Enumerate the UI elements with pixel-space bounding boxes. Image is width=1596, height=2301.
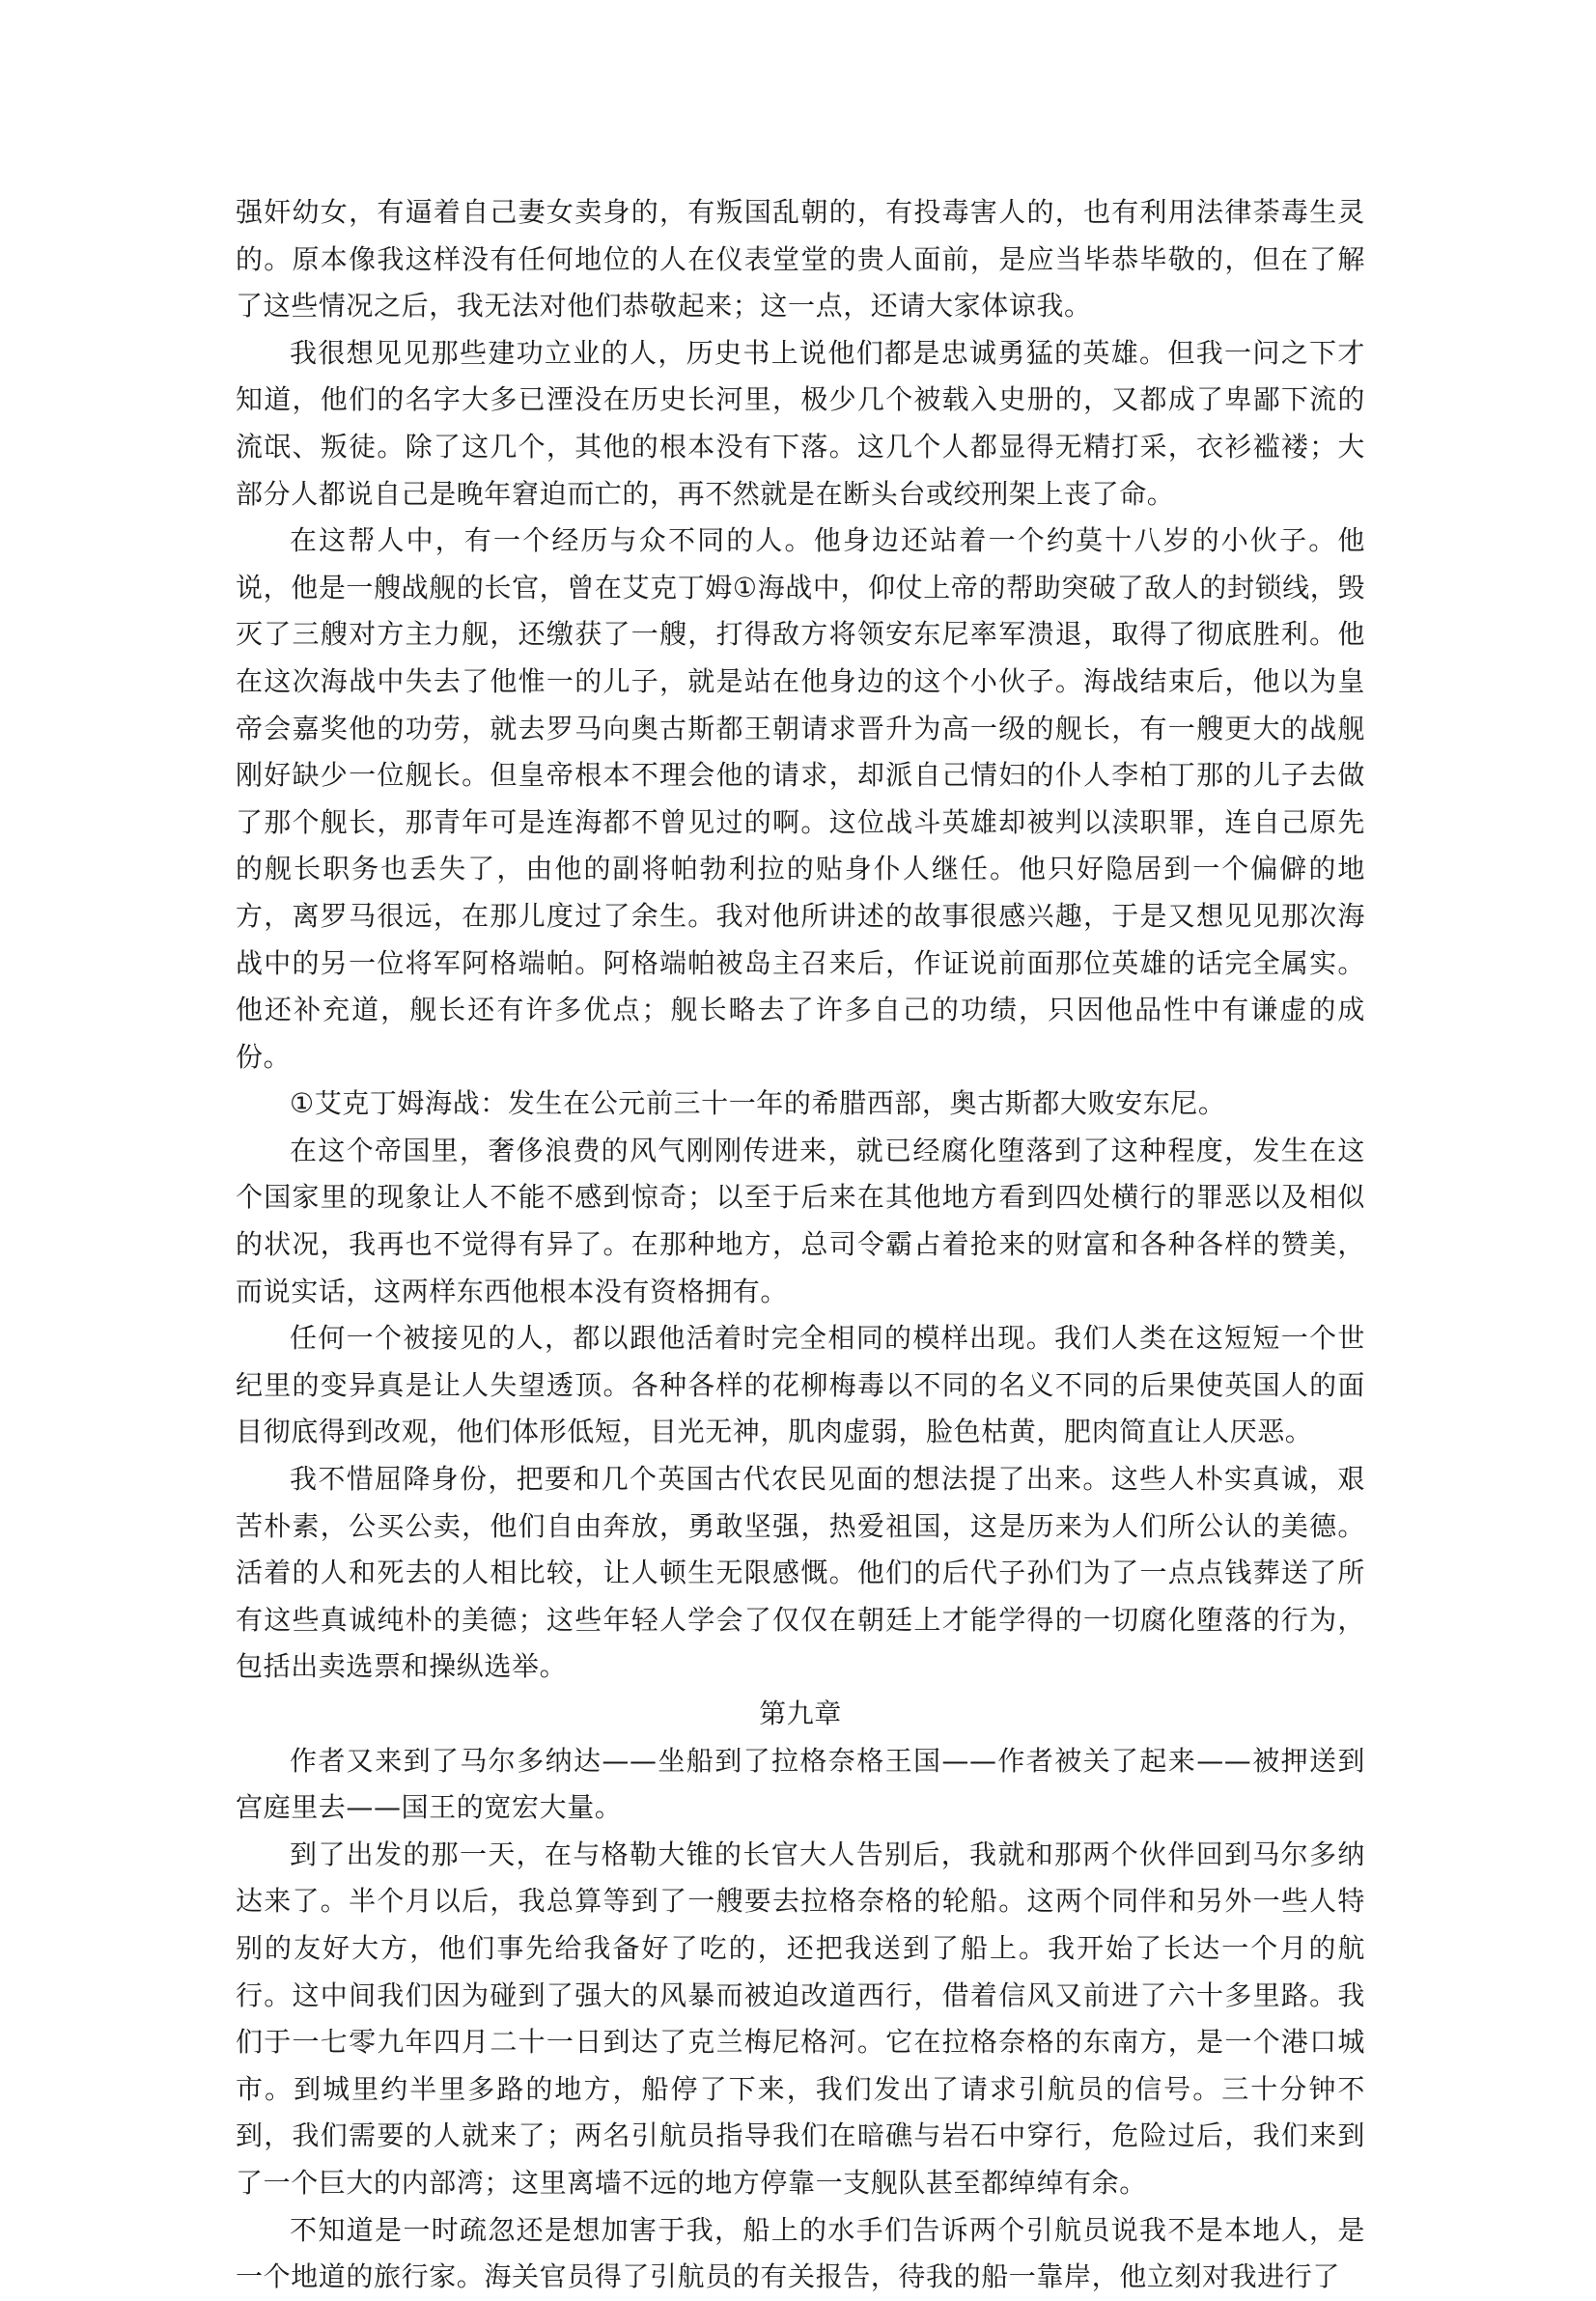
paragraph-8: 不知道是一时疏忽还是想加害于我，船上的水手们告诉两个引航员说我不是本地人，是一个地道的旅行家。海关官员得了引航员的有关报告，待我的船一靠岸，他立刻对我进行了 [236, 2213, 1365, 2293]
paragraph-6: 我不惜屈降身份，把要和几个英国古代农民见面的想法提了出来。这些人朴实真诚，艰苦朴素，公买公卖，他们自由奔放，勇敢坚强，热爱祖国，这是历来为人们所公认的美德。活着的人和死去的人相比较，让人顿生无限感慨。他们的后代子孙们为了一点点钱葬送了所有这些真诚纯朴的美德；这些年轻人学会了仅仅在朝廷上才能学得的一切腐化堕落的行为，包括出卖选票和操纵选举。 [236, 1463, 1365, 1683]
footnote-actium: ①艾克丁姆海战：发生在公元前三十一年的希腊西部，奥古斯都大败安东尼。 [290, 1087, 1226, 1120]
paragraph-5: 任何一个被接见的人，都以跟他活着时完全相同的模样出现。我们人类在这短短一个世纪里的变异真是让人失望透顶。各种各样的花柳梅毒以不同的名义不同的后果使英国人的面目彻底得到改观，他们体形低短，目光无神，肌肉虚弱，脸色枯黄，肥肉简直让人厌恶。 [236, 1322, 1365, 1448]
document-page [236, 189, 1365, 2301]
chapter-title: 第九章 [759, 1698, 842, 1729]
paragraph-7: 到了出发的那一天，在与格勒大锥的长官大人告别后，我就和那两个伙伴回到马尔多纳达来了。半个月以后，我总算等到了一艘要去拉格奈格的轮船。这两个同伴和另外一些人特别的友好大方，他们事先给我备好了吃的，还把我送到了船上。我开始了长达一个月的航行。这中间我们因为碰到了强大的风暴而被迫改道西行，借着信风又前进了六十多里路。我们于一七零九年四月二十一日到达了克兰梅尼格河。它在拉格奈格的东南方，是一个港口城市。到城里约半里多路的地方，船停了下来，我们发出了请求引航员的信号。三十分钟不到，我们需要的人就来了；两名引航员指导我们在暗礁与岩石中穿行，危险过后，我们来到了一个巨大的内部湾；这里离墙不远的地方停靠一支舰队甚至都绰绰有余。 [236, 1838, 1365, 2199]
chapter-summary: 作者又来到了马尔多纳达——坐船到了拉格奈格王国——作者被关了起来——被押送到宫庭里去——国王的宽宏大量。 [236, 1744, 1365, 1824]
paragraph-3: 在这帮人中，有一个经历与众不同的人。他身边还站着一个约莫十八岁的小伙子。他说，他是一艘战舰的长官，曾在艾克丁姆①海战中，仰仗上帝的帮助突破了敌人的封锁线，毁灭了三艘对方主力舰，还缴获了一艘，打得敌方将领安东尼率军溃退，取得了彻底胜利。他在这次海战中失去了他惟一的儿子，就是站在他身边的这个小伙子。海战结束后，他以为皇帝会嘉奖他的功劳，就去罗马向奥古斯都王朝请求晋升为高一级的舰长，有一艘更大的战舰刚好缺少一位舰长。但皇帝根本不理会他的请求，却派自己情妇的仆人李柏丁那的儿子去做了那个舰长，那青年可是连海都不曾见过的啊。这位战斗英雄却被判以渎职罪，连自己原先的舰长职务也丢失了，由他的副将帕勃利拉的贴身仆人继任。他只好隐居到一个偏僻的地方，离罗马很远，在那儿度过了余生。我对他所讲述的故事很感兴趣，于是又想见见那次海战中的另一位将军阿格端帕。阿格端帕被岛主召来后，作证说前面那位英雄的话完全属实。他还补充道，舰长还有许多优点；舰长略去了许多自己的功绩，只因他品性中有谦虚的成份。 [236, 524, 1365, 1073]
paragraph-1: 强奸幼女，有逼着自己妻女卖身的，有叛国乱朝的，有投毒害人的，也有利用法律荼毒生灵的。原本像我这样没有任何地位的人在仪表堂堂的贵人面前，是应当毕恭毕敬的，但在了解了这些情况之后，我无法对他们恭敬起来；这一点，还请大家体谅我。 [236, 196, 1365, 323]
paragraph-4: 在这个帝国里，奢侈浪费的风气刚刚传进来，就已经腐化堕落到了这种程度，发生在这个国家里的现象让人不能不感到惊奇；以至于后来在其他地方看到四处横行的罪恶以及相似的状况，我再也不觉得有异了。在那种地方，总司令霸占着抢来的财富和各种各样的赞美，而说实话，这两样东西他根本没有资格拥有。 [236, 1134, 1365, 1307]
paragraph-2: 我很想见见那些建功立业的人，历史书上说他们都是忠诚勇猛的英雄。但我一问之下才知道，他们的名字大多已湮没在历史长河里，极少几个被载入史册的，又都成了卑鄙下流的流氓、叛徒。除了这几个，其他的根本没有下落。这几个人都显得无精打采，衣衫褴褛；大部分人都说自己是晚年窘迫而亡的，再不然就是在断头台或绞刑架上丧了命。 [236, 336, 1365, 510]
